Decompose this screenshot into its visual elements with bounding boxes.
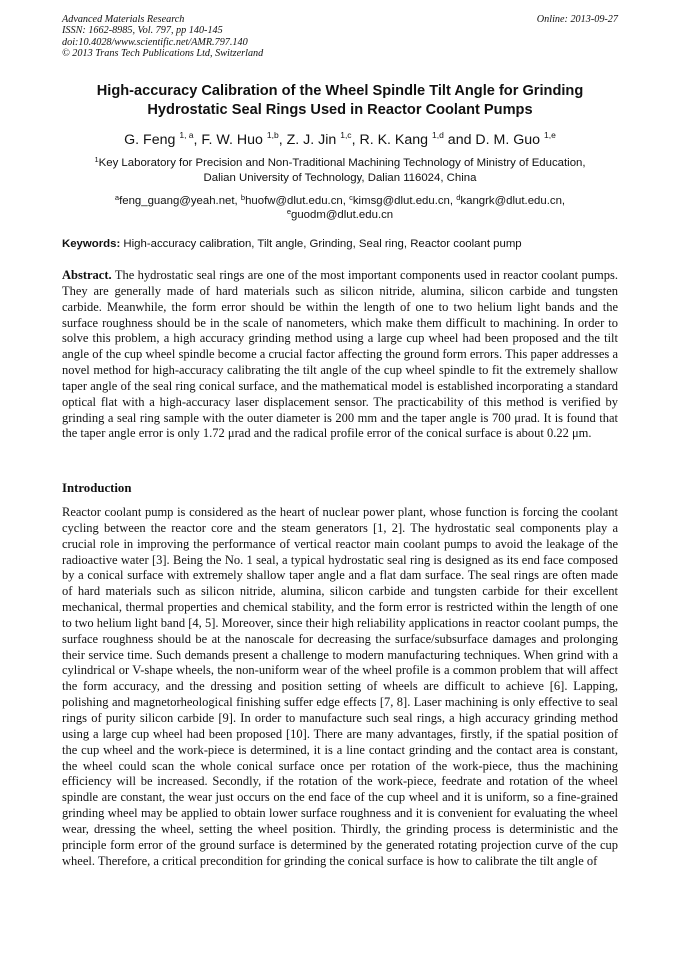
email-mark: b (240, 193, 246, 202)
email-separator: , (561, 195, 566, 207)
email-address[interactable]: kimsg@dlut.edu.cn (352, 195, 450, 207)
email-address[interactable]: feng_guang@yeah.net (119, 195, 235, 207)
affiliation (62, 156, 618, 186)
title-line-1: High-accuracy Calibration of the Wheel Spindle Tilt Angle for Grinding (96, 83, 584, 99)
email-list (62, 194, 618, 222)
author-name: G. Feng (124, 132, 176, 148)
email-address[interactable]: huofw@dlut.edu.cn (245, 195, 343, 207)
journal-copyright: © 2013 Trans Tech Publications Ltd, Switzerland (62, 48, 264, 60)
journal-issn: ISSN: 1662-8985, Vol. 797, pp 140-145 (62, 25, 223, 37)
email-address[interactable]: kangrk@dlut.edu.cn (460, 195, 562, 207)
author (359, 132, 475, 148)
email-mark: d (456, 193, 461, 202)
email-mark: c (349, 193, 353, 202)
author-affil-mark: 1, a (179, 130, 194, 140)
author-name: F. W. Huo (201, 132, 263, 148)
affiliation-line-1: Key Laboratory for Precision and Non-Traditional Machining Technology of Ministry of Education, (98, 157, 586, 169)
email-separator: , (234, 195, 241, 207)
author-name: R. K. Kang (359, 132, 429, 148)
abstract-text: The hydrostatic seal rings are one of the most important components used in reactor coolant pumps. They are generally made of hard materials such as silicon nitride, alumina, silicon carbide and tungsten carbide. Meanwhile, the form error should be within the length of one to two helium light bands and the surface roughness should be in the scale of nanometers, which make them difficult to machining. In order to solve this problem, a high accuracy grinding method using a large cup wheel had been proposed and the tilt angle of the cup wheel spindle become a crucial factor affecting the ground form errors. This paper addresses a novel method for high-accuracy calibrating the tilt angle of the cup wheel spindle to fit the extremely shallow taper angle of the seal ring conical surface, and the mathematical model is established incorporating a standard optical flat with a high-accuracy laser displacement sensor. The practicability of this method is verified by grinding a seal ring sample with the outer diameter is 200 mm and the taper angle is 700 μrad. It is found that the taper angle error is only 1.72 μrad and the radical profile error of the conical surface is about 0.22 μm. (62, 268, 618, 441)
journal-header (62, 14, 618, 60)
email-separator: , (342, 195, 350, 207)
abstract (62, 268, 618, 442)
affiliation-line-2: Dalian University of Technology, Dalian 116024, China (203, 172, 477, 184)
author-affil-mark: 1,d (432, 130, 444, 140)
email-address[interactable]: guodm@dlut.edu.cn (291, 209, 394, 221)
email-mark: a (114, 193, 120, 202)
author-separator: , (193, 132, 202, 148)
author-name: Z. J. Jin (286, 132, 337, 148)
author-separator: , (351, 132, 360, 148)
author (287, 132, 360, 148)
affiliation-mark: 1 (94, 155, 99, 164)
email-mark: e (286, 207, 292, 216)
keywords-text: High-accuracy calibration, Tilt angle, Grinding, Seal ring, Reactor coolant pump (123, 238, 522, 250)
email-separator: , (449, 195, 457, 207)
online-date: Online: 2013-09-27 (536, 14, 618, 25)
author-affil-mark: 1,e (544, 130, 556, 140)
keywords-label: Keywords: (62, 238, 121, 250)
author (124, 132, 201, 148)
abstract-label: Abstract. (62, 268, 112, 282)
author-separator: , (278, 132, 287, 148)
author-list (62, 130, 618, 150)
author-separator: and (443, 132, 476, 148)
introduction-body: Reactor coolant pump is considered as the heart of nuclear power plant, whose function is forcing the coolant cycling between the reactor core and the steam generators [1, 2]. The hydrostatic seal components play a crucial role in improving the performance of vertical reactor main coolant pumps to avoid the leakage of the radioactive water [3]. Being the No. 1 seal, a typical hydrostatic seal ring is designed as its end face composed by a conical surface with extremely shallow taper angle and a flat dam surface. The seal rings are often made of hard materials such as silicon nitride, alumina, silicon carbide and tungsten carbide for their excellent mechanical, thermal properties and chemical stability, and the form error is restricted within the length of one to two helium light band [4, 5]. Moreover, since their high reliability applications in reactor coolant pumps, the surface roughness should be at the nanoscale for decreasing the surface/subsurface damages and prolonging their service time. Such demands present a challenge to modern manufacturing techniques. When grind with a cylindrical or V-shape wheels, the non-uniform wear of the wheel profile is a common problem that will affect the form accuracy, and the dressing and position setting of wheels are difficult to achieve [6]. Lapping, polishing and magnetorheological finishing suffer edge effects [7, 8]. Laser machining is only effective to seal rings of purity silicon carbide [9]. In order to manufacture such seal rings, a high accuracy grinding method using a large cup wheel had been proposed [10]. There are many advantages, firstly, if the spatial position of the cup wheel and the work-piece is determined, it is a line contact grinding and the contact area is constant, the wheel could scan the whole conical surface once per rotation of the work-piece, thus the machining efficiency will be increased. Secondly, if the rotation of the work-piece, feedrate and rotation of the wheel spindle are constant, the wear just occurs on the end face of the cup wheel and it is uniform, so a fine-grained grinding wheel may be applied to obtain lower surface roughness and it is convenient for evaluating the wheel wear, dressing the wheel, setting the wheel position. Thirdly, the grinding process is deterministic and the principle form error of the ground surface is determined by the generated rotating projection curve of the cup wheel. Therefore, a critical precondition for grinding the conical surface is how to calibrate the tilt angle of (62, 505, 618, 868)
keywords (62, 237, 618, 251)
author (201, 132, 286, 148)
paper-title (62, 82, 618, 120)
author-affil-mark: 1,b (266, 130, 279, 140)
author-name: D. M. Guo (475, 132, 541, 148)
section-heading-introduction: Introduction (62, 481, 132, 495)
author (475, 132, 555, 148)
title-line-2: Hydrostatic Seal Rings Used in Reactor Coolant Pumps (147, 102, 533, 118)
journal-doi[interactable]: doi:10.4028/www.scientific.net/AMR.797.140 (62, 36, 248, 48)
journal-name: Advanced Materials Research (62, 14, 185, 25)
author-affil-mark: 1,c (340, 130, 352, 140)
